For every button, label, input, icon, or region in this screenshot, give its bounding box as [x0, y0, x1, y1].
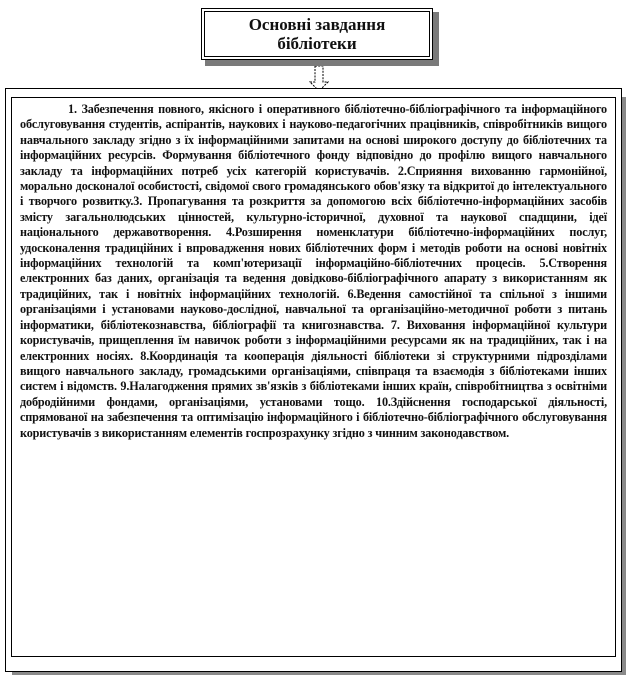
title-node: [201, 8, 439, 66]
title-node-box: [201, 8, 433, 60]
tasks-node: [5, 88, 622, 672]
diagram-title: Основні завдання бібліотеки: [248, 15, 386, 53]
tasks-text: 1. Забезпечення повного, якісного і оперативного бібліотечно-бібліографічного та інформаційного обслуговування студентів, аспірантів, наукових і науково-педагогічних працівників, співробітників вищого навчального закладу згідно з їх інформаційними запитами на основі широкого доступу до бібліотечних та інформаційних ресурсів. Формування бібліотечного фонду відповідно до профілю вищого навчального закладу та інформаційних потреб усіх категорій користувачів. 2.Сприяння вихованню гармонійної, морально досконалої особистості, свідомої свого громадянського обов'язку та відкритої до інтелектуального і творчого розвитку.3. Пропагування та розкриття за допомогою всіх бібліотечно-інформаційних засобів змісту загальнолюдських цінностей, культурно-історичної, духовної та наукової спадщини, ідеї національного державотворення. 4.Розширення номенклатури бібліотечно-інформаційних послуг, удосконалення традиційних і впровадження нових бібліотечних форм і методів роботи на основі новітніх інформаційних технологій та комп'ютеризації інформаційно-бібліотечних процесів. 5.Створення електронних баз даних, організація та ведення довідково-бібліографічного апарату з використанням як традиційних, так і новітніх інформаційних технологій. 6.Ведення самостійної та спільної з іншими організаціями і установами науково-дослідної, навчальної та організаційно-методичної роботи з питань інформатики, бібліотекознавства, бібліографії та книгознавства. 7. Виховання інформаційної культури користувачів, прищеплення їм навичок роботи з інформаційними ресурсами як на традиційних, так і на електронних носіях. 8.Координація та кооперація діяльності бібліотеки зі структурними підрозділами вищого навчального закладу, громадськими організаціями, співпраця та взаємодія з бібліотеками інших систем і відомств. 9.Налагодження прямих зв'язків з бібліотеками інших країн, співробітництва з освітніми добродійними фондами, організаціями, установами тощо. 10.Здійснення господарської діяльності, спрямованої на забезпечення та оптимізацію інформаційного і бібліотечно-бібліографічного обслуговування користувачів з використанням елементів госпрозрахунку згідно з чинним законодавством.: [20, 102, 607, 440]
tasks-node-inner: [11, 97, 616, 657]
